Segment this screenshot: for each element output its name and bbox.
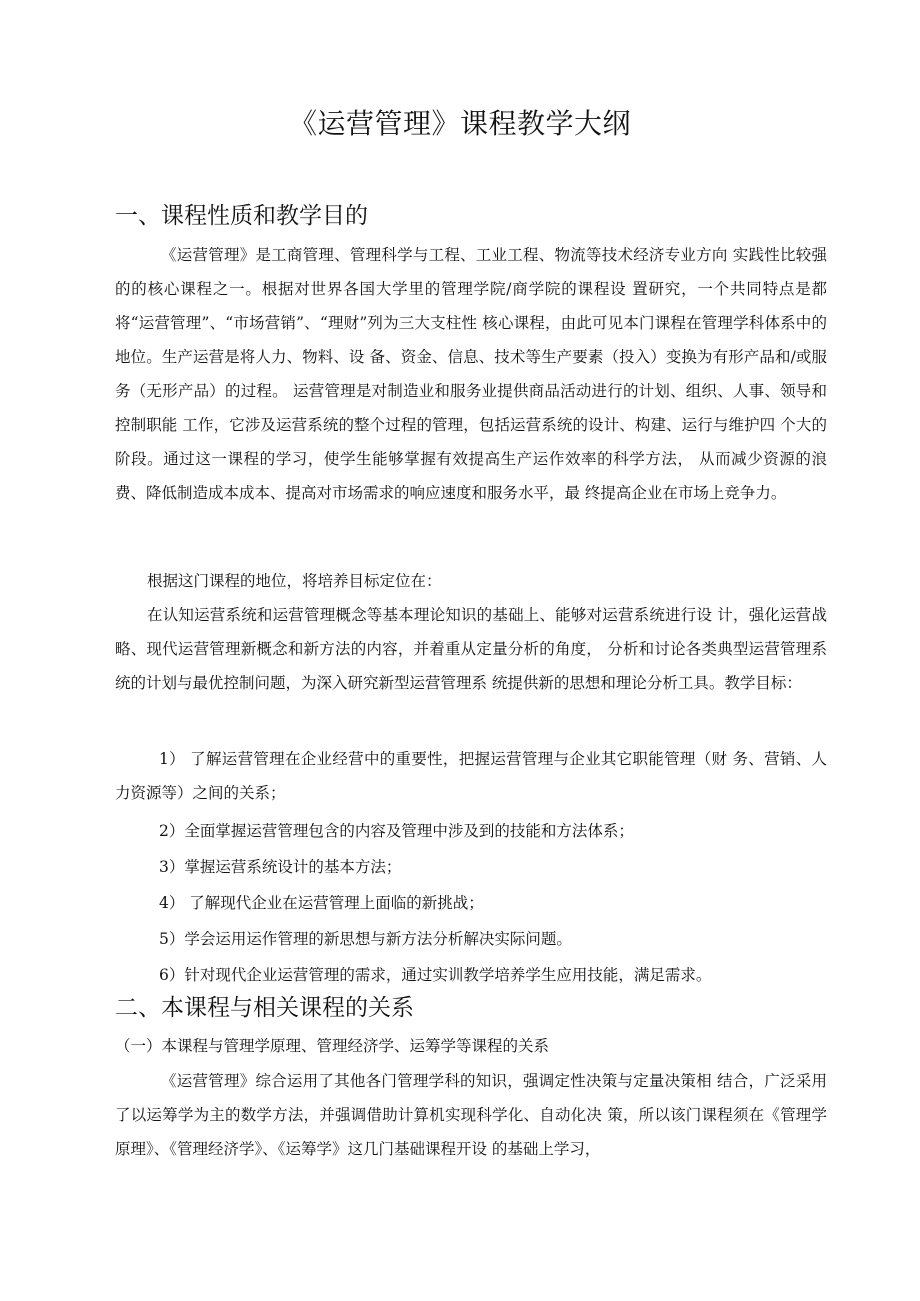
section2-subheading-1: （一）本课程与管理学原理、管理经济学、运筹学等课程的关系 [115,1037,550,1055]
goal-item-2: 2）全面掌握运营管理包含的内容及管理中涉及到的技能和方法体系； [159,822,634,840]
goal-item-3: 3）掌握运营系统设计的基本方法； [159,858,402,876]
goal-item-6: 6）针对现代企业运营管理的需求，通过实训教学培养学生应用技能，满足需求。 [159,966,712,984]
section2-heading: 二、本课程与相关课程的关系 [115,995,414,1021]
document-title: 《运营管理》课程教学大纲 [288,107,631,140]
goal-item-5: 5）学会运用运作管理的新思想与新方法分析解决实际问题。 [159,930,572,948]
section2-paragraph-1: 《运营管理》综合运用了其他各门管理学科的知识，强调定性决策与定量决策相 结合，广泛采用了以运筹学为主的数学方法，并强调借助计算机实现科学化、自动化决 策，所以该门课程须在《管理学原理》、《管理经济学》、《运筹学》这几门基础课程开设 的基础上学习， [115,1072,827,1158]
goal-item-1: 1） 了解运营管理在企业经营中的重要性，把握运营管理与企业其它职能管理（财 务、营销、人力资源等）之间的关系； [115,750,827,802]
section1-paragraph-1: 《运营管理》是工商管理、管理科学与工程、工业工程、物流等技术经济专业方向 实践性比较强的的核心课程之一。根据对世界各国大学里的管理学院/商学院的课程设 置研究，一个共同特点是都将“运营管理”、“市场营销”、“理财”列为三大支柱性 核心课程，由此可见本门课程在管理学科体系中的地位。生产运营是将人力、物料、设 备、资金、信息、技术等生产要素（投入）变换为有形产品和/或服务（无形产品）的过程。 运营管理是对制造业和服务业提供商品活动进行的计划、组织、人事、领导和控制职能 工作，它涉及运营系统的整个过程的管理，包括运营系统的设计、构建、运行与维护四 个大的阶段。通过这一课程的学习，使学生能够掌握有效提高生产运作效率的科学方法， 从而减少资源的浪费、降低制造成本成本、提高对市场需求的响应速度和服务水平，最 终提高企业在市场上竞争力。 [115,246,827,502]
goal-item-4: 4） 了解现代企业在运营管理上面临的新挑战； [159,894,484,912]
section1-paragraph-3: 在认知运营系统和运营管理概念等基本理论知识的基础上、能够对运营系统进行设 计，强化运营战略、现代运营管理新概念和新方法的内容，并着重从定量分析的角度， 分析和讨论各类典型运营管理系统的计划与最优控制问题，为深入研究新型运营管理系 统提供新的思想和理论分析工具。教学目标： [115,606,827,692]
section1-paragraph-2: 根据这门课程的地位，将培养目标定位在： [147,572,442,590]
section1-heading: 一、课程性质和教学目的 [115,203,368,229]
